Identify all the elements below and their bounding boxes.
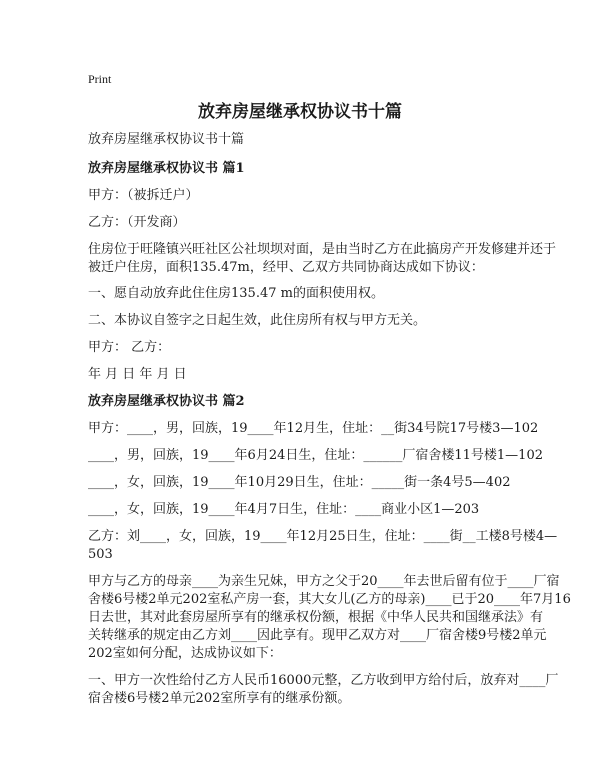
date-line: 年 月 日 年 月 日 xyxy=(88,367,187,382)
agreement-clause-1-cont: 宿舍楼6号楼2单元202室所享有的继承份额。 xyxy=(88,691,351,706)
party-line: 503 xyxy=(88,547,113,562)
party-b-line: 乙方：（开发商） xyxy=(88,215,186,230)
clause-1: 一、愿自动放弃此住住房135.47 m的面积使用权。 xyxy=(88,286,384,301)
agreement-clause-1: 一、甲方一次性给付乙方人民币16000元整，乙方收到甲方给付后，放弃对____厂 xyxy=(88,673,559,688)
paragraph-line: 关转继承的规定由乙方刘____因此享有。现甲乙双方对____厂宿舍楼9号楼2单元 xyxy=(88,628,547,643)
party-a-line: 甲方：（被拆迁户） xyxy=(88,188,199,203)
party-line: 甲方：____，男，回族，19____年12月生，住址：__街34号院17号楼3—102 xyxy=(88,421,539,436)
clause-2: 二、本协议自签字之日起生效，此住房所有权与甲方无关。 xyxy=(88,313,427,328)
paragraph-line: 舍楼6号楼2单元202室私产房一套，其大女儿(乙方的母亲)____已于20____年7月16 xyxy=(88,592,571,607)
paragraph-line: 日去世，其对此套房屋所享有的继承权份额，根据《中华人民共和国继承法》有 xyxy=(88,610,544,625)
signature-line: 甲方： 乙方： xyxy=(88,340,171,355)
section-heading-1: 放弃房屋继承权协议书 篇1 xyxy=(88,161,245,176)
party-line: 乙方：刘____，女，回族，19____年12月25日生，住址：____街__工楼8号楼4— xyxy=(88,529,558,544)
intro-line: 放弃房屋继承权协议书十篇 xyxy=(88,132,245,147)
paragraph-line: 被迁户住房，面积135.47m，经甲、乙双方共同协商达成如下协议： xyxy=(88,260,484,275)
section-heading-2: 放弃房屋继承权协议书 篇2 xyxy=(88,394,245,409)
party-line: ____，女，回族，19____年10月29日生，住址：_____街一条4号5—402 xyxy=(88,475,511,490)
paragraph-line: 甲方与乙方的母亲____为亲生兄妹，甲方之父于20____年去世后留有位于____厂宿 xyxy=(88,574,560,589)
page-title: 放弃房屋继承权协议书十篇 xyxy=(198,102,402,122)
party-line: ____，男，回族，19____年6月24日生，住址：______厂宿舍楼11号楼1—102 xyxy=(88,448,543,463)
party-line: ____，女，回族，19____年4月7日生，住址：____商业小区1—203 xyxy=(88,502,480,517)
print-label[interactable]: Print xyxy=(88,72,112,86)
paragraph-line: 住房位于旺隆镇兴旺社区公社坝坝对面，是由当时乙方在此搞房产开发修建并还于 xyxy=(88,242,557,257)
paragraph-line: 202室如何分配，达成协议如下： xyxy=(88,646,282,661)
